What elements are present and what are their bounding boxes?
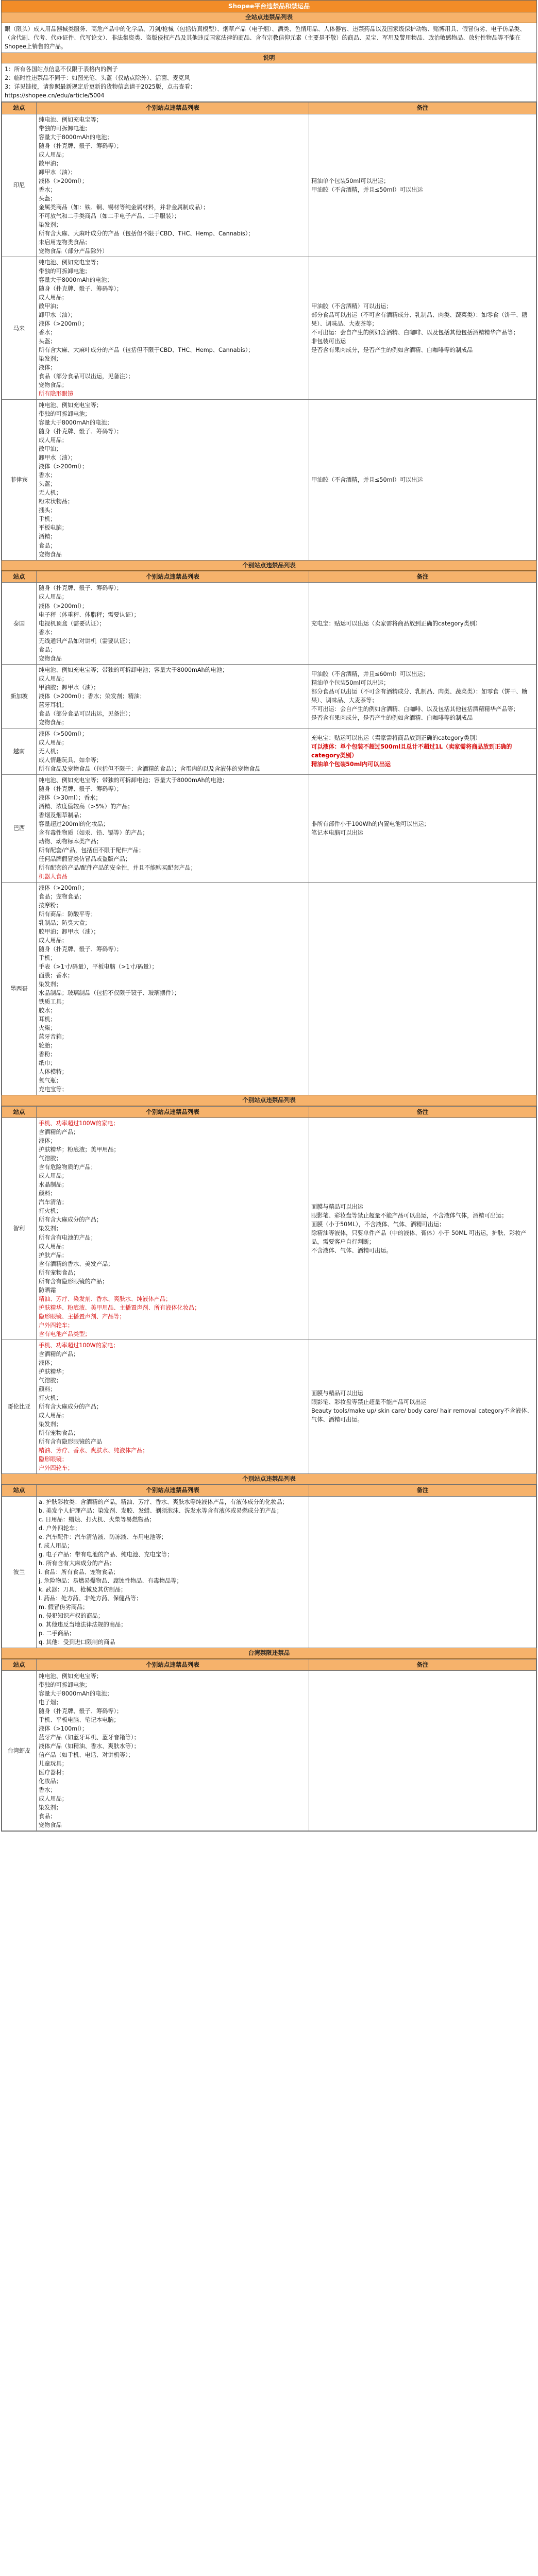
item-line: f. 成人用品； xyxy=(39,1542,73,1549)
item-line: 无人机； xyxy=(39,748,62,755)
item-line: 乳制品；防臭大盒； xyxy=(39,920,91,927)
site-tables xyxy=(2,102,536,1831)
col-items-header: 个别站点违禁品列表 xyxy=(37,1485,309,1496)
col-site-header: 站点 xyxy=(2,571,37,583)
item-line: 所有含大麻、大麻叶成分的产品（包括但不限于CBD、THC、Hemp、Cannabis）； xyxy=(39,347,254,354)
item-line: 散甲油； xyxy=(39,160,62,167)
notes xyxy=(309,1671,536,1831)
item-line: 成人用品； xyxy=(39,1243,68,1250)
item-line: 电子烟； xyxy=(39,1699,62,1706)
note-line: 部分食品可以出运（不可含有酒精成分、乳制品、肉类、蔬菜类）：如零食（饼干、糖果）、调味品、大麦茶等； xyxy=(311,312,528,328)
prohibited-items xyxy=(37,114,309,257)
note-line-highlight: 精油单个包装50ml内可以出运 xyxy=(311,761,391,768)
document xyxy=(1,0,537,1832)
item-line: 食品； xyxy=(39,1813,56,1820)
item-line: 水晶制品； xyxy=(39,1181,68,1189)
item-line: 酒精； xyxy=(39,533,56,540)
item-line: 手机、功率超过100W的家电； xyxy=(39,1120,119,1127)
item-line: 电视机顶盒（需要认证）； xyxy=(39,620,105,627)
item-line: 甲油胶；卸甲水（油）； xyxy=(39,684,99,691)
rule-line: 2：临时性违禁品不同于：如图光笔、头盔（仅站点除外）、活菌、麦克风 xyxy=(5,75,190,82)
item-line: 金属类商品（如：铁、铜、锡材等纯金属材料，并非金属制成品）； xyxy=(39,204,209,211)
item-line: q. 其他：受到进口限制的商品 xyxy=(39,1639,115,1646)
prohibited-items xyxy=(37,1671,309,1831)
prohibited-items xyxy=(37,728,309,774)
item-line: 香水； xyxy=(39,1787,56,1794)
item-line: 容量大于8000mAh的电池； xyxy=(39,1690,113,1698)
item-line: 含有毒性物质（如汞、铅、镉等）的产品； xyxy=(39,829,148,836)
item-line: 带独的可拆卸电池； xyxy=(39,1682,91,1689)
prohibited-items xyxy=(37,882,309,1095)
item-line: 手机； xyxy=(39,516,56,523)
item-line: 随身（扑克牌、骰子、筹码等）； xyxy=(39,946,123,953)
table-row xyxy=(2,728,536,774)
item-line: 香粉； xyxy=(39,1051,56,1058)
note-line: 是否含有果肉成分，是否产生的例如含酒精、白咖啡等的制成品 xyxy=(311,715,473,722)
item-line: 酒精、浓度值较高（>5%）的产品； xyxy=(39,803,133,810)
notes xyxy=(309,664,536,728)
note-line: 面膜（小于50ML），不含液体、气体、酒精可出运； xyxy=(311,1221,445,1228)
item-line-highlight: 隐形眼镜、主播置声剂、产品等； xyxy=(39,1313,125,1320)
item-line: 成人用品； xyxy=(39,1795,68,1803)
item-line: 打火机； xyxy=(39,1394,62,1401)
item-line: 医疗器材； xyxy=(39,1769,68,1776)
item-line: 染发剂； xyxy=(39,1225,62,1232)
item-line: 手机； xyxy=(39,955,56,962)
item-line: d. 户外四轮车； xyxy=(39,1524,81,1532)
prohibited-items xyxy=(37,664,309,728)
item-line: 香烟及烟草制品； xyxy=(39,811,85,819)
note-line-highlight: 可以液体：单个包装不超过500ml且总计不超过1L（卖家需将商品放到正确的category类别） xyxy=(311,743,512,759)
note-line: 精油单个包装50ml可以出运； xyxy=(311,680,390,687)
item-line: 纯电池、例如充电宝等；带独的可拆卸电池；容量大于8000mAh的电池； xyxy=(39,776,228,784)
site-table xyxy=(2,1659,536,1832)
item-line: o. 其他违反当地法律法规的商品； xyxy=(39,1621,127,1629)
item-line: 颜料； xyxy=(39,1190,56,1197)
notes xyxy=(309,882,536,1095)
rule-link[interactable]: https://shopee.cn/edu/article/5004 xyxy=(5,92,105,99)
item-line: 胶水； xyxy=(39,1007,56,1014)
item-line: 铁质工具； xyxy=(39,998,68,1006)
table-header-row xyxy=(2,571,536,583)
item-line: 打火机； xyxy=(39,1208,62,1215)
item-line: 带独的可拆卸电池； xyxy=(39,411,91,418)
item-line: 纸巾； xyxy=(39,1060,56,1067)
note-line: 甲油胶（不含酒精，并且≤50ml）可以出运 xyxy=(311,476,423,483)
col-items-header: 个别站点违禁品列表 xyxy=(37,103,309,114)
item-line: n. 侵犯知识产权的商品； xyxy=(39,1613,104,1620)
site-name: 新加坡 xyxy=(2,664,37,728)
item-line: 染发剂； xyxy=(39,981,62,988)
item-line: 所有食品及宠物食品（包括但不限于：含酒精的食品）；含蛋肉的以及含液体的宠物食品 xyxy=(39,765,261,772)
item-line-highlight: 含有电池产品类型； xyxy=(39,1330,91,1337)
item-line: 染发剂； xyxy=(39,1804,62,1811)
section-divider: 个别站点违禁品列表 xyxy=(2,1095,536,1106)
prohibited-items xyxy=(37,1340,309,1473)
note-line: 眼影笔、彩妆盘等禁止超量不能产品可以出运 xyxy=(311,1399,427,1406)
item-line: 所有配套的产品/配件产品的安全性，并且不能购买配套产品； xyxy=(39,864,196,871)
item-line: 护肤精华；粉底液；美甲用品； xyxy=(39,1146,120,1154)
item-line: 蓝牙耳机； xyxy=(39,701,68,708)
item-line: 带独的可拆卸电池； xyxy=(39,125,91,132)
item-line-highlight: 机器人食品 xyxy=(39,873,68,880)
item-line: 香水； xyxy=(39,329,56,336)
table-row xyxy=(2,882,536,1095)
prohibited-items xyxy=(37,257,309,400)
table-row xyxy=(2,1340,536,1473)
item-line: 手机、平板电脑、笔记本电脑； xyxy=(39,1717,120,1724)
note-line: 面膜与精品可以出运 xyxy=(311,1203,363,1210)
item-line-highlight: 所有隐形眼镜 xyxy=(39,391,74,398)
rule-line: 1：所有各国站点信息不仅限于表格内的例子 xyxy=(5,66,118,73)
item-line: 充电宝等； xyxy=(39,1086,68,1093)
item-line: 染发剂； xyxy=(39,221,62,228)
site-name: 哥伦比亚 xyxy=(2,1340,37,1473)
site-name: 泰国 xyxy=(2,583,37,664)
item-line: 宠物食品； xyxy=(39,382,68,389)
item-line: 容量超过200ml的化妆品； xyxy=(39,820,109,827)
item-line: 所有宠物食品； xyxy=(39,1269,79,1276)
item-line: 成人用品； xyxy=(39,937,68,944)
item-line: 未启用宠物类食品； xyxy=(39,239,91,246)
intro-paragraph xyxy=(2,23,536,53)
item-line: 卸甲水（油）； xyxy=(39,312,76,319)
site-name: 印尼 xyxy=(2,114,37,257)
section-divider: 个别站点违禁品列表 xyxy=(2,1474,536,1484)
item-line: 平板电脑； xyxy=(39,524,68,532)
item-line: 纯电池、例如充电宝等； xyxy=(39,116,103,123)
item-line: 护肤产品； xyxy=(39,1251,68,1259)
item-line: 不可放气和二手类商品（如二手电子产品、二手服装）； xyxy=(39,212,180,219)
col-note-header: 备注 xyxy=(309,571,536,583)
item-line: 插头； xyxy=(39,507,56,514)
note-line: 非所有部件小于100Wh的内置电池可以出运； xyxy=(311,820,430,827)
notes xyxy=(309,774,536,882)
item-line: 散甲油； xyxy=(39,446,62,453)
item-line: 手机、功率超过100W的家电； xyxy=(39,1342,119,1349)
item-line: 随身（扑克牌、骰子、筹码等）； xyxy=(39,142,123,149)
item-line: 液体（>100ml）； xyxy=(39,1725,88,1733)
item-line: 所有含有电池的产品； xyxy=(39,1234,96,1241)
item-line: 信产品（如手机、电话、对讲机等）； xyxy=(39,1752,134,1759)
item-line-highlight: 户外四轮车； xyxy=(39,1321,74,1329)
prohibited-items xyxy=(37,1118,309,1340)
item-line: 动物、动物标本类产品； xyxy=(39,838,103,845)
item-line: c. 日用品：蜡烛、打火机、火柴等易燃物品； xyxy=(39,1516,155,1523)
item-line: 含酒精的产品； xyxy=(39,1129,79,1136)
item-line: 随身（扑克牌、骰子、筹码等）； xyxy=(39,428,123,435)
note-line: 不可出运：会自产生的例如含酒精、白咖啡、以及包括其他包括酒精精华产品等； xyxy=(311,329,519,336)
item-line: 含有酒精的香水、美发产品； xyxy=(39,1260,114,1267)
item-line: 蓝牙产品（如蓝牙耳机、蓝牙音箱等）； xyxy=(39,1734,140,1741)
item-line: 成人用品； xyxy=(39,437,68,444)
item-line: 成人用品； xyxy=(39,675,68,682)
document-title: Shopee平台违禁品和禁运品 xyxy=(2,1,536,12)
item-line: h. 所有含有大麻成分的产品； xyxy=(39,1560,115,1567)
site-name: 马来 xyxy=(2,257,37,400)
site-table xyxy=(2,1484,536,1648)
item-line-highlight: 户外四轮车； xyxy=(39,1464,74,1471)
item-line: 水晶制品；玻璃制品（包括不仅限于镜子、玻璃摆件）； xyxy=(39,990,180,997)
note-line: 不含液体、气体、酒精可出运。 xyxy=(311,1247,392,1255)
item-line: 人体模特； xyxy=(39,1069,68,1076)
item-line: 按摩粉； xyxy=(39,902,62,909)
site-table xyxy=(2,571,536,1095)
table-row xyxy=(2,583,536,664)
item-line: 纯电池、例如充电宝等；带独的可拆卸电池；容量大于8000mAh的电池； xyxy=(39,666,228,673)
site-name: 智利 xyxy=(2,1118,37,1340)
note-line: 甲油胶（不含酒精，并且≤50ml）可以出运 xyxy=(311,186,423,193)
table-row xyxy=(2,114,536,257)
item-line: 香水； xyxy=(39,186,56,193)
item-line: 耳机； xyxy=(39,1016,56,1023)
item-line: 染发剂； xyxy=(39,1420,62,1428)
note-line: 眼影笔、彩妆盘等禁止超量不能产品可以出运，不含液体气体，酒精可出运； xyxy=(311,1212,508,1219)
item-line: 随身（扑克牌、骰子、筹码等）； xyxy=(39,785,123,792)
note-line: 甲油胶（不含酒精）可以出运； xyxy=(311,303,392,310)
item-line: 染发剂； xyxy=(39,355,62,363)
note-line: 笔记本电脑可以出运 xyxy=(311,829,363,836)
item-line: 液体（>200ml）；香水；染发剂；精油； xyxy=(39,692,145,700)
item-line: 成人用品； xyxy=(39,1412,68,1419)
table-row xyxy=(2,1671,536,1831)
item-line: 卸甲水（油）； xyxy=(39,168,76,176)
item-line: 所有配套/产品，包括但不限于配件产品； xyxy=(39,846,145,854)
table-row xyxy=(2,400,536,560)
item-line: 所有含有隐形眼镜的产品； xyxy=(39,1278,108,1285)
note-line: 甲油胶（不含酒精，并且≤60ml）可以出运； xyxy=(311,671,429,678)
notes xyxy=(309,1496,536,1648)
col-note-header: 备注 xyxy=(309,1659,536,1670)
item-line-highlight: 精油、芳疗、香水、爽肤水、纯液体产品； xyxy=(39,1447,148,1454)
table-header-row xyxy=(2,1106,536,1117)
prohibited-items xyxy=(37,774,309,882)
col-site-header: 站点 xyxy=(2,1659,37,1670)
item-line: 宠物食品 xyxy=(39,1822,62,1829)
item-line: b. 美发个人护理产品：染发剂、发胶、发蜡、剃须泡沫、洗发水等含有液体或易燃成分的产品； xyxy=(39,1507,282,1514)
item-line: e. 汽车配件：汽车清洁液、防冻液、车用电池等； xyxy=(39,1533,167,1540)
item-line-highlight: 隐形眼镜； xyxy=(39,1455,68,1463)
item-line: 容量大于8000mAh的电池； xyxy=(39,277,113,284)
item-line: 火柴； xyxy=(39,1025,56,1032)
item-line: 液体； xyxy=(39,1359,56,1366)
note-line: 不可出运：会自产生的例如含酒精、白咖啡、以及包括其他包括酒精精华产品等； xyxy=(311,706,519,713)
item-line: 所有含有隐形眼镜的产品 xyxy=(39,1438,103,1445)
item-line: 任何品牌假冒类仿冒品或盗版产品； xyxy=(39,855,131,862)
item-line: 液体产品（如精油、香水、爽肤水等）； xyxy=(39,1743,140,1750)
item-line: 无线通讯产品如对讲机（需要认证）； xyxy=(39,637,134,645)
item-line: 所有宠物食品； xyxy=(39,1429,79,1436)
item-line: 食品（部分食品可以出运，见备注）； xyxy=(39,373,134,380)
note-line: 充电宝：贴运可以出运（卖家需将商品放到正确的category类别） xyxy=(311,735,481,742)
item-line: 容量大于8000mAh的电池； xyxy=(39,133,113,141)
item-line: 香水； xyxy=(39,472,56,479)
item-line: p. 二手商品； xyxy=(39,1630,75,1637)
col-note-header: 备注 xyxy=(309,1485,536,1496)
item-line: 所有含大麻成分的产品； xyxy=(39,1216,103,1224)
site-table xyxy=(2,102,536,560)
item-line: k. 武器：刀具、枪械及其仿制品； xyxy=(39,1586,127,1594)
item-line: 化妆品； xyxy=(39,1778,62,1785)
notes xyxy=(309,1340,536,1473)
item-line: 食品（部分食品可以出运，见备注）； xyxy=(39,710,134,717)
note-line: 部分食品可以出运（不可含有酒精成分、乳制品、肉类、蔬菜类）：如零食（饼干、糖果）、调味品、大麦茶等； xyxy=(311,688,528,704)
col-items-header: 个别站点违禁品列表 xyxy=(37,1659,309,1670)
col-items-header: 个别站点违禁品列表 xyxy=(37,571,309,583)
site-name: 台湾虾皮 xyxy=(2,1671,37,1831)
item-line: 成人用品； xyxy=(39,594,68,601)
note-line: 非包装可出运 xyxy=(311,338,346,345)
item-line: 随身（扑克牌、骰子、筹码等）； xyxy=(39,285,123,293)
item-line: 蓝牙音箱； xyxy=(39,1033,68,1041)
item-line: 纯电池、例如充电宝等； xyxy=(39,259,103,266)
notes xyxy=(309,728,536,774)
rule-line: 3：详见链接，请参照最新规定后更新的货物信息请于2025版，点击查看： xyxy=(5,83,196,91)
rules-block xyxy=(2,63,536,102)
item-line: i. 食品：所有食品、宠物食品； xyxy=(39,1568,119,1575)
item-line: 护肤精华； xyxy=(39,1368,68,1375)
item-line: 食品；宠物食品； xyxy=(39,893,85,900)
item-line: 头盔； xyxy=(39,338,56,345)
item-line: 轮胎； xyxy=(39,1042,56,1049)
item-line: 汽车清洁； xyxy=(39,1199,68,1206)
item-line: 防晒霜 xyxy=(39,1286,56,1294)
item-line: 液体（>30ml）；香水； xyxy=(39,794,102,801)
notes xyxy=(309,257,536,400)
item-line: 所有含大麻、大麻叶成分的产品（包括但不限于CBD、THC、Hemp、Cannabis）； xyxy=(39,230,254,237)
item-line: 液体； xyxy=(39,1138,56,1145)
section-divider: 个别站点违禁品列表 xyxy=(2,561,536,571)
item-line: 所有含大麻成分的产品； xyxy=(39,1403,103,1410)
item-line: 成人情趣玩具、如伞等； xyxy=(39,756,103,764)
notes xyxy=(309,1118,536,1340)
intro-text: 眼（限头）成人用品器械类服务、高危产品中的化学品、刀剑/枪械（包括仿真模型）、烟草产品（电子烟）、酒类、色情用品、人体器官、违禁药品以及国家级保护动物、赌博用具、假冒伪劣、电子仿品类、（含代刷、代考、代办证件、代写论文）、非法集资类、盗版侵权产品及其他违反国家法律的商品、含有宗教信仰元素（主要是不敬）的商品、灵宝、军用及警用物品、政治敏感物品、放射性物品等不能在Shopee上销售的产品。 xyxy=(5,25,526,50)
item-line: 宠物食品（部分产品除外） xyxy=(39,247,108,255)
note-line: 精油单个包装50ml可以出运； xyxy=(311,177,390,184)
table-header-row xyxy=(2,1659,536,1670)
item-line: 液体； xyxy=(39,364,56,371)
banner-all-sites: 全站点违禁品列表 xyxy=(2,12,536,23)
item-line: 头盔； xyxy=(39,195,56,202)
item-line: 液体（>200ml）； xyxy=(39,602,88,609)
col-note-header: 备注 xyxy=(309,103,536,114)
col-items-header: 个别站点违禁品列表 xyxy=(37,1106,309,1117)
item-line: 成人用品； xyxy=(39,151,68,158)
col-site-header: 站点 xyxy=(2,1106,37,1117)
item-line: 液体（>200ml）； xyxy=(39,884,88,891)
item-line: 随身（扑克牌、骰子、筹码等）； xyxy=(39,585,123,592)
note-line: 面膜与精品可以出运 xyxy=(311,1390,363,1397)
note-line: 充电宝：贴运可以出运（卖家需将商品放到正确的category类别） xyxy=(311,620,481,627)
item-line: 随身（扑克牌、骰子、筹码等）； xyxy=(39,1708,123,1715)
item-line: 香水； xyxy=(39,629,56,636)
item-line: 气溶胶； xyxy=(39,1377,62,1384)
site-name: 波兰 xyxy=(2,1496,37,1648)
item-line: a. 护肤彩妆类：含酒精的产品，精油、芳疗、香水、爽肤水等纯液体产品，有液体成分的化妆品； xyxy=(39,1498,288,1505)
item-line: 儿童玩具； xyxy=(39,1760,68,1768)
site-name: 墨西哥 xyxy=(2,882,37,1095)
prohibited-items xyxy=(37,1496,309,1648)
table-row xyxy=(2,664,536,728)
site-name: 菲律宾 xyxy=(2,400,37,560)
item-line: 液体（>200ml）； xyxy=(39,177,88,184)
table-row xyxy=(2,257,536,400)
item-line: 成人用品； xyxy=(39,294,68,301)
item-line: j. 危险物品：易燃易爆物品、腐蚀性物品、有毒物品等； xyxy=(39,1578,182,1584)
site-name: 巴西 xyxy=(2,774,37,882)
item-line: 卸甲水（油）； xyxy=(39,454,76,462)
item-line: 容量大于8000mAh的电池； xyxy=(39,419,113,427)
item-line: 带独的可拆卸电池； xyxy=(39,268,91,275)
col-note-header: 备注 xyxy=(309,1106,536,1117)
item-line: 食品； xyxy=(39,646,56,653)
col-site-header: 站点 xyxy=(2,1485,37,1496)
site-table xyxy=(2,1106,536,1474)
item-line: 液体（>200ml）； xyxy=(39,463,88,470)
site-name: 越南 xyxy=(2,728,37,774)
item-line: 电子秤（体重秤、体脂秤；需要认证）； xyxy=(39,611,140,618)
item-line: 头盔； xyxy=(39,481,56,488)
item-line-highlight: 护肤精华、粉底液、美甲用品、主播置声剂、所有液体化妆品； xyxy=(39,1304,200,1311)
notes xyxy=(309,400,536,560)
item-line: 氧气瓶； xyxy=(39,1077,62,1084)
rules-heading: 说明 xyxy=(2,53,536,63)
prohibited-items xyxy=(37,583,309,664)
item-line: 纯电池、例如充电宝等； xyxy=(39,402,103,409)
item-line: 含酒精的产品； xyxy=(39,1350,79,1358)
item-line: 手表（>1寸/码量），平板电脑（>1寸/码量）； xyxy=(39,963,158,971)
item-line: 颜料； xyxy=(39,1385,56,1393)
table-row xyxy=(2,1118,536,1340)
item-line: 宠物食品； xyxy=(39,719,68,726)
item-line: 气溶胶； xyxy=(39,1155,62,1162)
item-line-highlight: 精油、芳疗、染发剂、香水、爽肤水、纯液体产品； xyxy=(39,1295,172,1302)
item-line: 散甲油； xyxy=(39,303,62,310)
item-line: l. 药品：处方药、非处方药、保健品等； xyxy=(39,1595,142,1602)
prohibited-items xyxy=(37,400,309,560)
note-line: 是否含有果肉成分，是否产生的例如含酒精、白咖啡等的制成品 xyxy=(311,347,473,354)
item-line: 所有商品：防酸平等； xyxy=(39,911,96,918)
banner-taiwan: 台湾禁限违禁品 xyxy=(2,1648,536,1658)
item-line: 宠物食品 xyxy=(39,655,62,662)
item-line: 成人用品； xyxy=(39,739,68,746)
item-line: 液体（>200ml）； xyxy=(39,320,88,328)
item-line: 成人用品； xyxy=(39,1173,68,1180)
table-row xyxy=(2,774,536,882)
table-row xyxy=(2,1496,536,1648)
table-header-row xyxy=(2,103,536,114)
item-line: 液体（>500ml）； xyxy=(39,730,88,737)
item-line: 面膜；香水； xyxy=(39,972,74,979)
item-line: 食品； xyxy=(39,542,56,549)
item-line: 胶甲油；卸甲水（油）； xyxy=(39,928,99,936)
note-line: Beauty tools/make up/ skin care/ body care/ hair removal category不含液体、气体、酒精可出运。 xyxy=(311,1408,533,1423)
col-site-header: 站点 xyxy=(2,103,37,114)
notes xyxy=(309,583,536,664)
item-line: g. 电子产品：带有电池的产品、纯电池、充电宝等； xyxy=(39,1551,173,1558)
item-line: 无人机； xyxy=(39,489,62,497)
note-line: 除精油等液体，只要单件产品（中的液体、膏体）小于 50ML 可出运，护肤、彩妆产品，需要客户自行判断； xyxy=(311,1229,527,1245)
item-line: 纯电池、例如充电宝等； xyxy=(39,1673,103,1680)
item-line: 宠物食品 xyxy=(39,551,62,558)
item-line: 含有危险物质的产品； xyxy=(39,1164,96,1171)
item-line: m. 假冒伪劣商品； xyxy=(39,1604,89,1611)
item-line: 粉末状物品； xyxy=(39,498,74,505)
table-header-row xyxy=(2,1485,536,1496)
notes xyxy=(309,114,536,257)
